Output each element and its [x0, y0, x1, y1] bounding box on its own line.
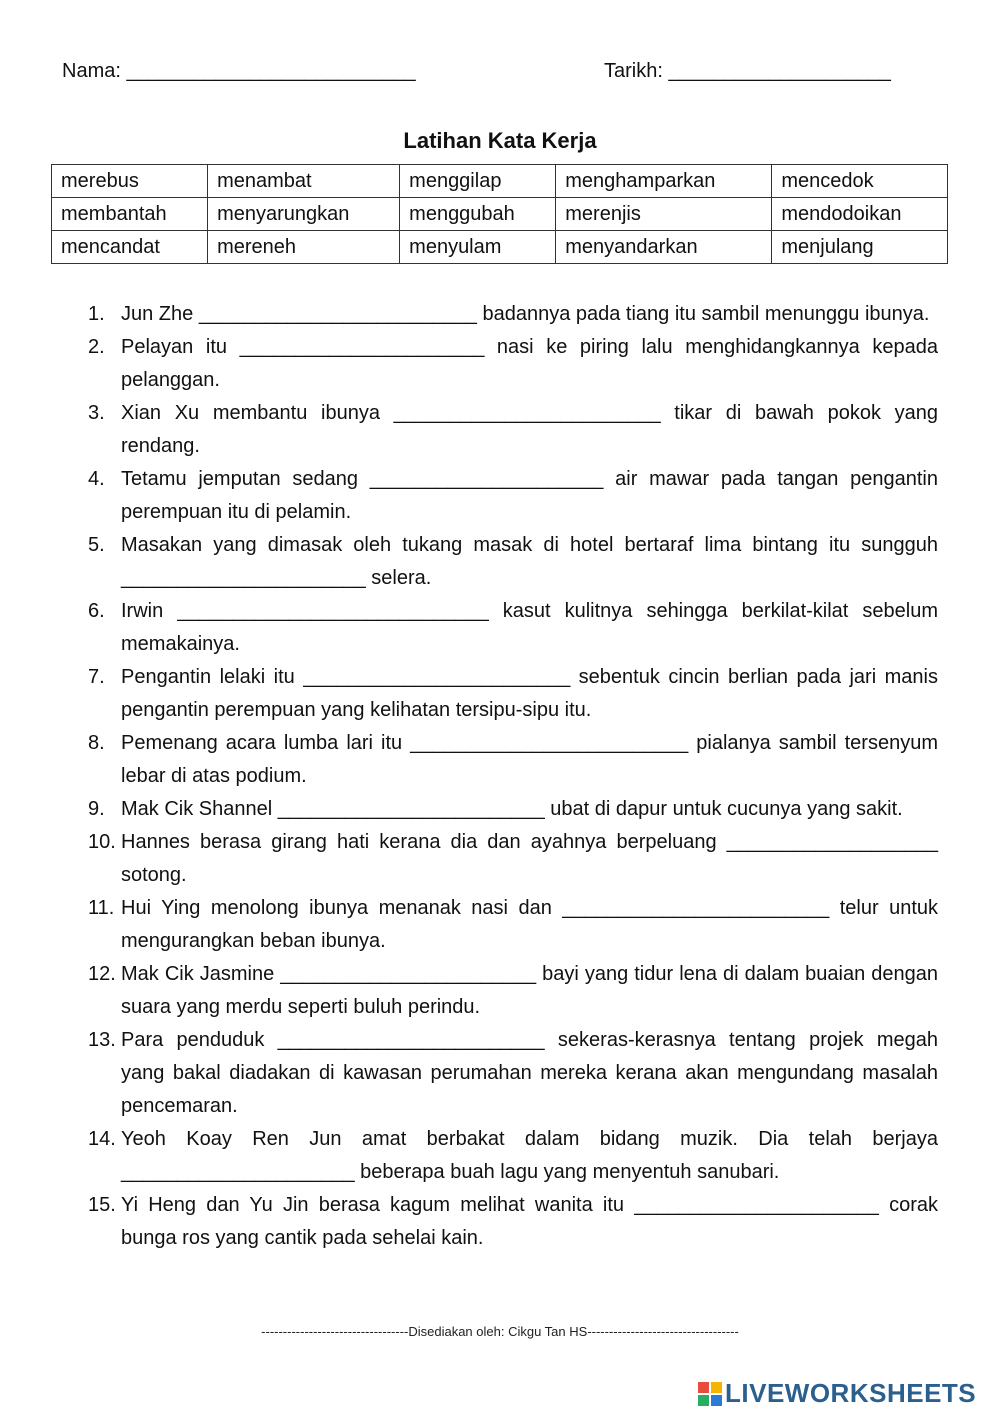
question-number: 6. — [88, 600, 105, 622]
table-cell: membantah — [52, 198, 208, 231]
question-number: 10. — [88, 831, 116, 853]
table-row — [52, 198, 948, 231]
question-item — [88, 892, 938, 958]
question-item — [88, 397, 938, 463]
table-cell: mencandat — [52, 231, 208, 264]
question-item — [88, 595, 938, 661]
question-text[interactable]: Pelayan itu ______________________ nasi ke piring lalu menghidangkannya kepada pelanggan. — [121, 336, 938, 391]
date-field[interactable]: Tarikh: ____________________ — [604, 60, 891, 82]
question-number: 4. — [88, 468, 105, 490]
table-cell: mendodoikan — [772, 198, 948, 231]
logo-square-icon — [698, 1382, 709, 1393]
question-item — [88, 958, 938, 1024]
question-number: 2. — [88, 336, 105, 358]
logo-text: LIVEWORKSHEETS — [725, 1378, 977, 1408]
table-cell: menggubah — [400, 198, 556, 231]
question-item — [88, 331, 938, 397]
question-number: 9. — [88, 798, 105, 820]
question-number: 3. — [88, 402, 105, 424]
question-text[interactable]: Pemenang acara lumba lari itu _________________________ pialanya sambil tersenyum lebar di atas podium. — [121, 732, 938, 787]
question-item — [88, 1024, 938, 1123]
question-text[interactable]: Pengantin lelaki itu ________________________ sebentuk cincin berlian pada jari manis pengantin perempuan yang kelihatan tersipu-sipu itu. — [121, 666, 938, 721]
question-number: 1. — [88, 303, 105, 325]
question-text[interactable]: Para penduduk ________________________ sekeras-kerasnya tentang projek megah yang bakal diadakan di kawasan perumahan mereka kerana akan mengundang masalah pencemaran. — [121, 1029, 938, 1117]
name-field[interactable]: Nama: __________________________ — [62, 60, 416, 82]
question-item — [88, 1123, 938, 1189]
logo-square-icon — [711, 1382, 722, 1393]
table-cell: menambat — [208, 165, 400, 198]
question-list — [88, 298, 938, 1255]
question-text[interactable]: Jun Zhe _________________________ badannya pada tiang itu sambil menunggu ibunya. — [121, 303, 930, 325]
table-cell: menghamparkan — [556, 165, 772, 198]
question-text[interactable]: Xian Xu membantu ibunya ________________________ tikar di bawah pokok yang rendang. — [121, 402, 938, 457]
question-number: 13. — [88, 1029, 116, 1051]
question-text[interactable]: Hannes berasa girang hati kerana dia dan ayahnya berpeluang ___________________ sotong. — [121, 831, 938, 886]
question-item — [88, 793, 938, 826]
logo-square-icon — [711, 1395, 722, 1406]
question-number: 5. — [88, 534, 105, 556]
question-number: 14. — [88, 1128, 116, 1150]
table-cell: menggilap — [400, 165, 556, 198]
table-cell: menyarungkan — [208, 198, 400, 231]
question-number: 8. — [88, 732, 105, 754]
table-cell: menjulang — [772, 231, 948, 264]
question-number: 15. — [88, 1194, 116, 1216]
question-text[interactable]: Mak Cik Jasmine _______________________ bayi yang tidur lena di dalam buaian dengan suara yang merdu seperti buluh perindu. — [121, 963, 938, 1018]
question-item — [88, 463, 938, 529]
question-text[interactable]: Masakan yang dimasak oleh tukang masak di hotel bertaraf lima bintang itu sungguh ______________________ selera. — [121, 534, 938, 589]
question-item — [88, 661, 938, 727]
word-bank-table — [51, 164, 948, 264]
question-number: 11. — [88, 897, 115, 919]
question-item — [88, 826, 938, 892]
table-cell: menyandarkan — [556, 231, 772, 264]
logo-square-icon — [698, 1395, 709, 1406]
question-text[interactable]: Hui Ying menolong ibunya menanak nasi dan ________________________ telur untuk mengurangkan beban ibunya. — [121, 897, 938, 952]
question-text[interactable]: Tetamu jemputan sedang _____________________ air mawar pada tangan pengantin perempuan itu di pelamin. — [121, 468, 938, 523]
table-cell: mereneh — [208, 231, 400, 264]
question-text[interactable]: Irwin ____________________________ kasut kulitnya sehingga berkilat-kilat sebelum memakainya. — [121, 600, 938, 655]
question-item — [88, 727, 938, 793]
question-item — [88, 1189, 938, 1255]
question-text[interactable]: Yi Heng dan Yu Jin berasa kagum melihat wanita itu ______________________ corak bunga ros yang cantik pada sehelai kain. — [121, 1194, 938, 1249]
question-item — [88, 529, 938, 595]
table-row — [52, 231, 948, 264]
footer-credit: ----------------------------------Disediakan oleh: Cikgu Tan HS----------------------------------- — [261, 1324, 739, 1339]
table-cell: merebus — [52, 165, 208, 198]
question-text[interactable]: Mak Cik Shannel ________________________ ubat di dapur untuk cucunya yang sakit. — [121, 798, 903, 820]
question-number: 12. — [88, 963, 116, 985]
table-cell: menyulam — [400, 231, 556, 264]
table-cell: merenjis — [556, 198, 772, 231]
question-number: 7. — [88, 666, 105, 688]
liveworksheets-logo — [698, 1378, 976, 1409]
page-title: Latihan Kata Kerja — [403, 128, 597, 153]
table-cell: mencedok — [772, 165, 948, 198]
question-text[interactable]: Yeoh Koay Ren Jun amat berbakat dalam bidang muzik. Dia telah berjaya _____________________ beberapa buah lagu yang menyentuh sanubari. — [121, 1128, 938, 1183]
question-item — [88, 298, 938, 331]
logo-mark-icon — [698, 1382, 722, 1406]
table-row — [52, 165, 948, 198]
